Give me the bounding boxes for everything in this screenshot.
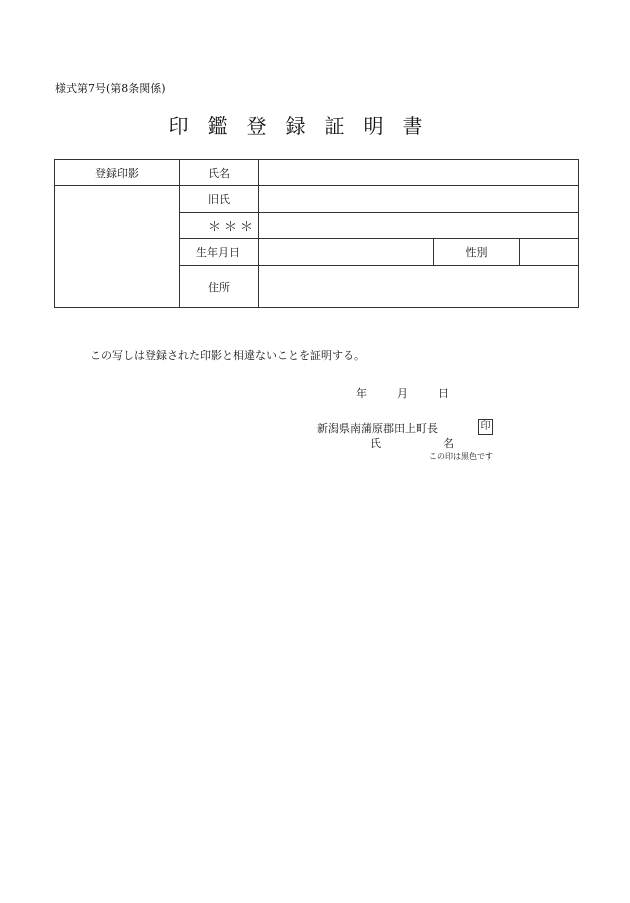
name-label-part-2: 名 — [443, 437, 454, 450]
name-signature-line — [370, 435, 454, 451]
gender-label: 性別 — [434, 239, 520, 266]
seal-impression-label: 登録印影 — [55, 160, 180, 186]
name-value-cell — [259, 160, 579, 186]
date-line — [356, 385, 449, 401]
name-label: 氏名 — [180, 160, 259, 186]
gender-value-cell — [520, 239, 579, 266]
former-name-label: 旧氏 — [180, 186, 259, 213]
year-label: 年 — [356, 387, 367, 400]
birthdate-value-cell — [259, 239, 434, 266]
masked-value-cell — [259, 213, 579, 239]
name-label-part-1: 氏 — [370, 437, 381, 450]
registration-table — [54, 159, 579, 308]
address-label: 住所 — [180, 266, 259, 308]
seal-impression-area — [55, 186, 180, 308]
birthdate-label: 生年月日 — [180, 239, 259, 266]
month-label: 月 — [397, 387, 408, 400]
certification-statement: この写しは登録された印影と相違ないことを証明する。 — [90, 349, 365, 362]
masked-label: ＊＊＊ — [180, 213, 259, 239]
form-number: 様式第7号(第8条関係) — [55, 82, 166, 95]
official-seal-box: 印 — [478, 419, 493, 435]
day-label: 日 — [438, 387, 449, 400]
former-name-value-cell — [259, 186, 579, 213]
address-value-cell — [259, 266, 579, 308]
ink-color-note: この印は黒色です — [429, 452, 493, 461]
document-title: 印鑑登録証明書 — [168, 114, 442, 138]
issuer-title: 新潟県南蒲原郡田上町長 — [317, 422, 438, 435]
